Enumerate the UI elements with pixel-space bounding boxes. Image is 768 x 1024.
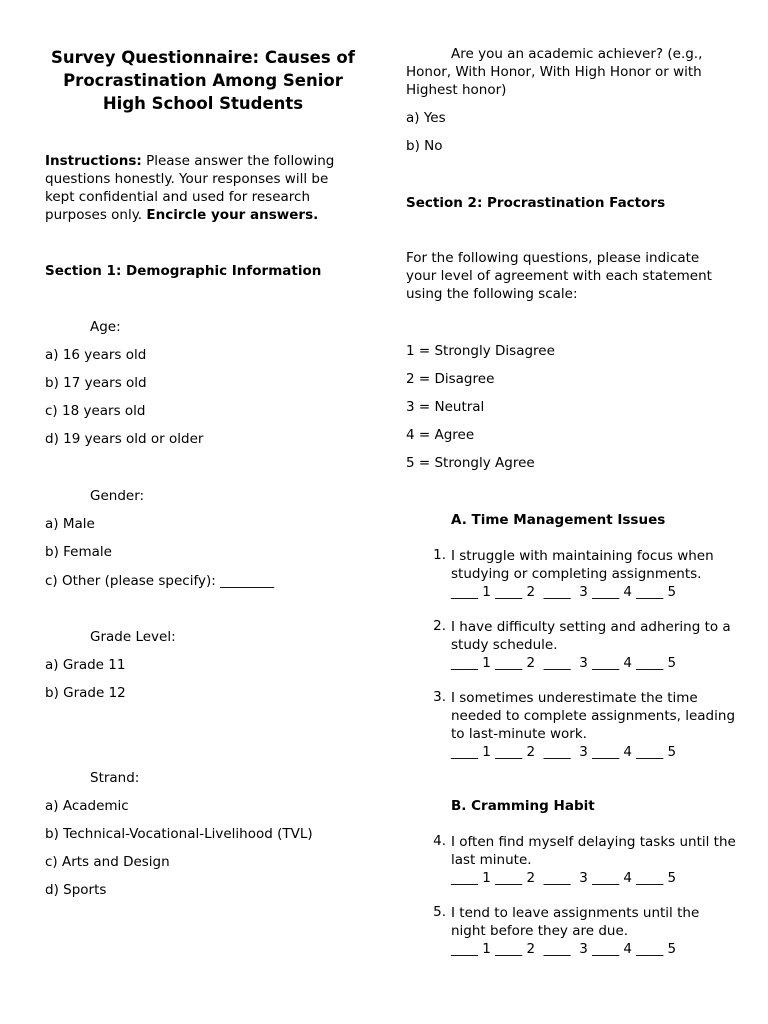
gender-option[interactable]: c) Other (please specify): ________ xyxy=(45,573,275,589)
age-label: Age: xyxy=(90,319,121,335)
strand-option[interactable]: b) Technical-Vocational-Livelihood (TVL) xyxy=(45,826,313,842)
age-option[interactable]: c) 18 years old xyxy=(45,403,146,419)
rating-scale[interactable]: ____ 1 ____ 2 ____ 3 ____ 4 ____ 5 xyxy=(451,584,677,600)
subsection-a-heading xyxy=(451,511,665,529)
scale-item: 1 = Strongly Disagree xyxy=(406,343,555,359)
rating-scale[interactable]: ____ 1 ____ 2 ____ 3 ____ 4 ____ 5 xyxy=(451,870,677,886)
scale-item: 3 = Neutral xyxy=(406,399,485,415)
instructions-label: Instructions: xyxy=(45,153,142,169)
subsection-a-title: Time Management Issues xyxy=(471,512,666,528)
subsection-a-letter: A. xyxy=(451,512,467,528)
question-block xyxy=(451,833,736,887)
scale-item: 5 = Strongly Agree xyxy=(406,455,535,471)
achiever-question: Are you an academic achiever? (e.g., Honor, With Honor, With High Honor or with Highest honor) xyxy=(406,46,703,98)
strand-option[interactable]: a) Academic xyxy=(45,798,129,814)
strand-label: Strand: xyxy=(90,770,140,786)
question-number: 4. xyxy=(433,833,446,849)
question-block xyxy=(451,547,736,601)
question-text: I tend to leave assignments until the night before they are due. xyxy=(451,905,700,939)
question-block xyxy=(451,689,736,761)
rating-scale[interactable]: ____ 1 ____ 2 ____ 3 ____ 4 ____ 5 xyxy=(451,941,677,957)
question-text: I struggle with maintaining focus when studying or completing assignments. xyxy=(451,548,714,582)
instructions-text: Please answer the following questions honestly. Your responses will be kept confidential and used for research purposes only. xyxy=(45,153,335,223)
scale-item: 2 = Disagree xyxy=(406,371,495,387)
question-block xyxy=(451,904,736,958)
section1-heading: Section 1: Demographic Information xyxy=(45,263,322,279)
rating-scale[interactable]: ____ 1 ____ 2 ____ 3 ____ 4 ____ 5 xyxy=(451,655,677,671)
scale-item: 4 = Agree xyxy=(406,427,475,443)
gender-label: Gender: xyxy=(90,488,145,504)
question-text: I often find myself delaying tasks until the last minute. xyxy=(451,834,736,868)
question-text: I sometimes underestimate the time needed to complete assignments, leading to last-minute work. xyxy=(451,690,736,742)
question-number: 3. xyxy=(433,689,446,705)
age-option[interactable]: b) 17 years old xyxy=(45,375,147,391)
rating-scale[interactable]: ____ 1 ____ 2 ____ 3 ____ 4 ____ 5 xyxy=(451,744,677,760)
subsection-b-letter: B. xyxy=(451,798,467,814)
strand-option[interactable]: c) Arts and Design xyxy=(45,854,170,870)
grade-option[interactable]: a) Grade 11 xyxy=(45,657,126,673)
subsection-b-title: Cramming Habit xyxy=(471,798,595,814)
instructions-emphasis: Encircle your answers. xyxy=(146,207,319,223)
achiever-option[interactable]: b) No xyxy=(406,138,443,154)
gender-option[interactable]: a) Male xyxy=(45,516,95,532)
question-number: 1. xyxy=(433,547,446,563)
age-option[interactable]: d) 19 years old or older xyxy=(45,431,204,447)
question-number: 2. xyxy=(433,618,446,634)
strand-option[interactable]: d) Sports xyxy=(45,882,107,898)
grade-option[interactable]: b) Grade 12 xyxy=(45,685,126,701)
grade-label: Grade Level: xyxy=(90,629,176,645)
instructions xyxy=(45,152,350,224)
question-block xyxy=(451,618,736,672)
subsection-b-heading xyxy=(451,797,595,815)
gender-option[interactable]: b) Female xyxy=(45,544,112,560)
page-title: Survey Questionnaire: Causes of Procrastination Among Senior High School Students xyxy=(51,48,355,113)
question-text: I have difficulty setting and adhering to a study schedule. xyxy=(451,619,731,653)
question-number: 5. xyxy=(433,904,446,920)
achiever-option[interactable]: a) Yes xyxy=(406,110,446,126)
section2-heading: Section 2: Procrastination Factors xyxy=(406,195,666,211)
section2-intro: For the following questions, please indicate your level of agreement with each statement using the following scale: xyxy=(406,250,712,302)
age-option[interactable]: a) 16 years old xyxy=(45,347,147,363)
